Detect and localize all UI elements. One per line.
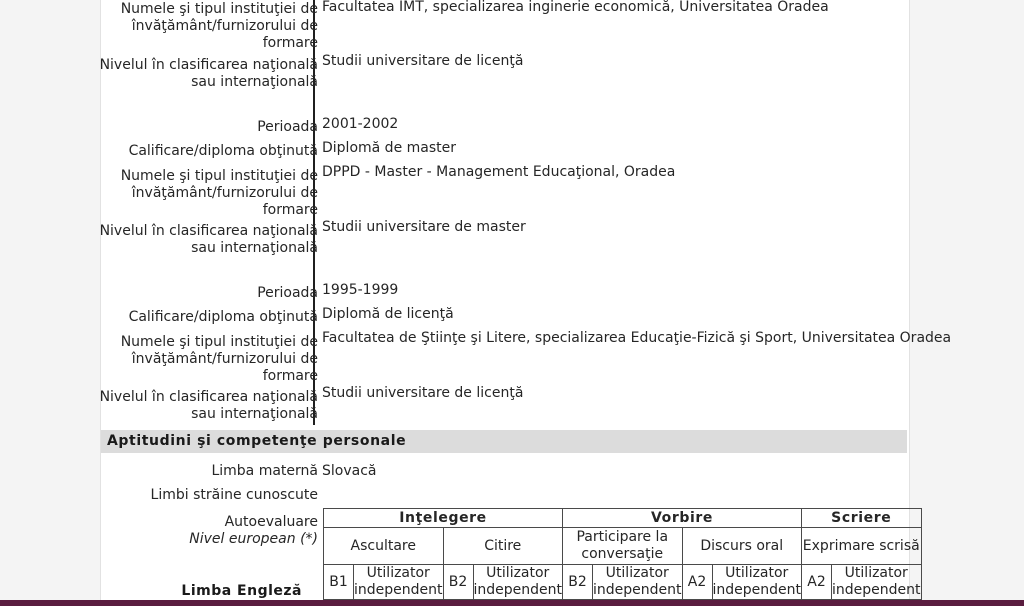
group-header-writing: Scriere xyxy=(802,509,922,528)
level-label: Nivelul în clasificarea naţională sau internaţională xyxy=(99,223,318,256)
institution-label: Numele şi tipul instituţiei de învăţământ/furnizorului de formare xyxy=(120,334,318,384)
language-assessment-table xyxy=(323,508,922,600)
level-text-reading: Utilizator independent xyxy=(473,565,562,598)
bottom-accent-bar xyxy=(0,600,1024,606)
column-header-spoken-interaction: Participare la conversaţie xyxy=(563,528,683,565)
level-text-spoken-production: Utilizator independent xyxy=(712,565,801,598)
institution-value: Facultatea de Ştiinţe şi Litere, specializarea Educaţie-Fizică şi Sport, Universitatea Oradea xyxy=(322,330,952,346)
mother-tongue-value: Slovacă xyxy=(322,463,377,479)
period-value: 2001-2002 xyxy=(322,116,399,132)
column-header-reading: Citire xyxy=(443,528,563,565)
level-text-writing: Utilizator independent xyxy=(832,565,921,598)
level-code-reading: B2 xyxy=(443,565,473,600)
table-row xyxy=(324,565,922,600)
level-value: Studii universitare de licenţă xyxy=(322,385,524,401)
level-text-listening: Utilizator independent xyxy=(354,565,443,598)
level-code-spoken-interaction: B2 xyxy=(563,565,593,600)
group-header-speaking: Vorbire xyxy=(563,509,802,528)
institution-label: Numele şi tipul instituţiei de învăţământ/furnizorului de formare xyxy=(120,1,318,51)
column-header-spoken-production: Discurs oral xyxy=(682,528,802,565)
qualification-label: Calificare/diploma obţinută xyxy=(128,309,318,325)
level-value: Studii universitare de licenţă xyxy=(322,53,524,69)
period-label: Perioada xyxy=(257,285,318,301)
institution-label: Numele şi tipul instituţiei de învăţământ/furnizorului de formare xyxy=(120,168,318,218)
column-header-writing: Exprimare scrisă xyxy=(802,528,922,565)
institution-value: DPPD - Master - Management Educaţional, Oradea xyxy=(322,164,676,180)
group-header-understanding: Inţelegere xyxy=(324,509,563,528)
language-name: Limba Engleză xyxy=(181,583,302,599)
column-header-listening: Ascultare xyxy=(324,528,444,565)
foreign-languages-label: Limbi străine cunoscute xyxy=(150,487,318,503)
period-value: 1995-1999 xyxy=(322,282,399,298)
qualification-value: Diplomă de licenţă xyxy=(322,306,454,322)
level-code-spoken-production: A2 xyxy=(682,565,712,600)
level-value: Studii universitare de master xyxy=(322,219,526,235)
institution-value: Facultatea IMT, specializarea inginerie economică, Universitatea Oradea xyxy=(322,0,829,15)
level-label: Nivelul în clasificarea naţională sau internaţională xyxy=(99,57,318,90)
qualification-label: Calificare/diploma obţinută xyxy=(128,143,318,159)
level-text-spoken-interaction: Utilizator independent xyxy=(593,565,682,598)
level-code-writing: A2 xyxy=(802,565,832,600)
section-title: Aptitudini şi competenţe personale xyxy=(107,433,407,449)
self-assessment-label: Autoevaluare xyxy=(224,514,318,530)
european-level-label: Nivel european (*) xyxy=(189,531,318,547)
level-code-listening: B1 xyxy=(324,565,354,600)
mother-tongue-label: Limba maternă xyxy=(211,463,318,479)
qualification-value: Diplomă de master xyxy=(322,140,456,156)
section-header xyxy=(101,430,907,453)
level-label: Nivelul în clasificarea naţională sau internaţională xyxy=(99,389,318,422)
period-label: Perioada xyxy=(257,119,318,135)
